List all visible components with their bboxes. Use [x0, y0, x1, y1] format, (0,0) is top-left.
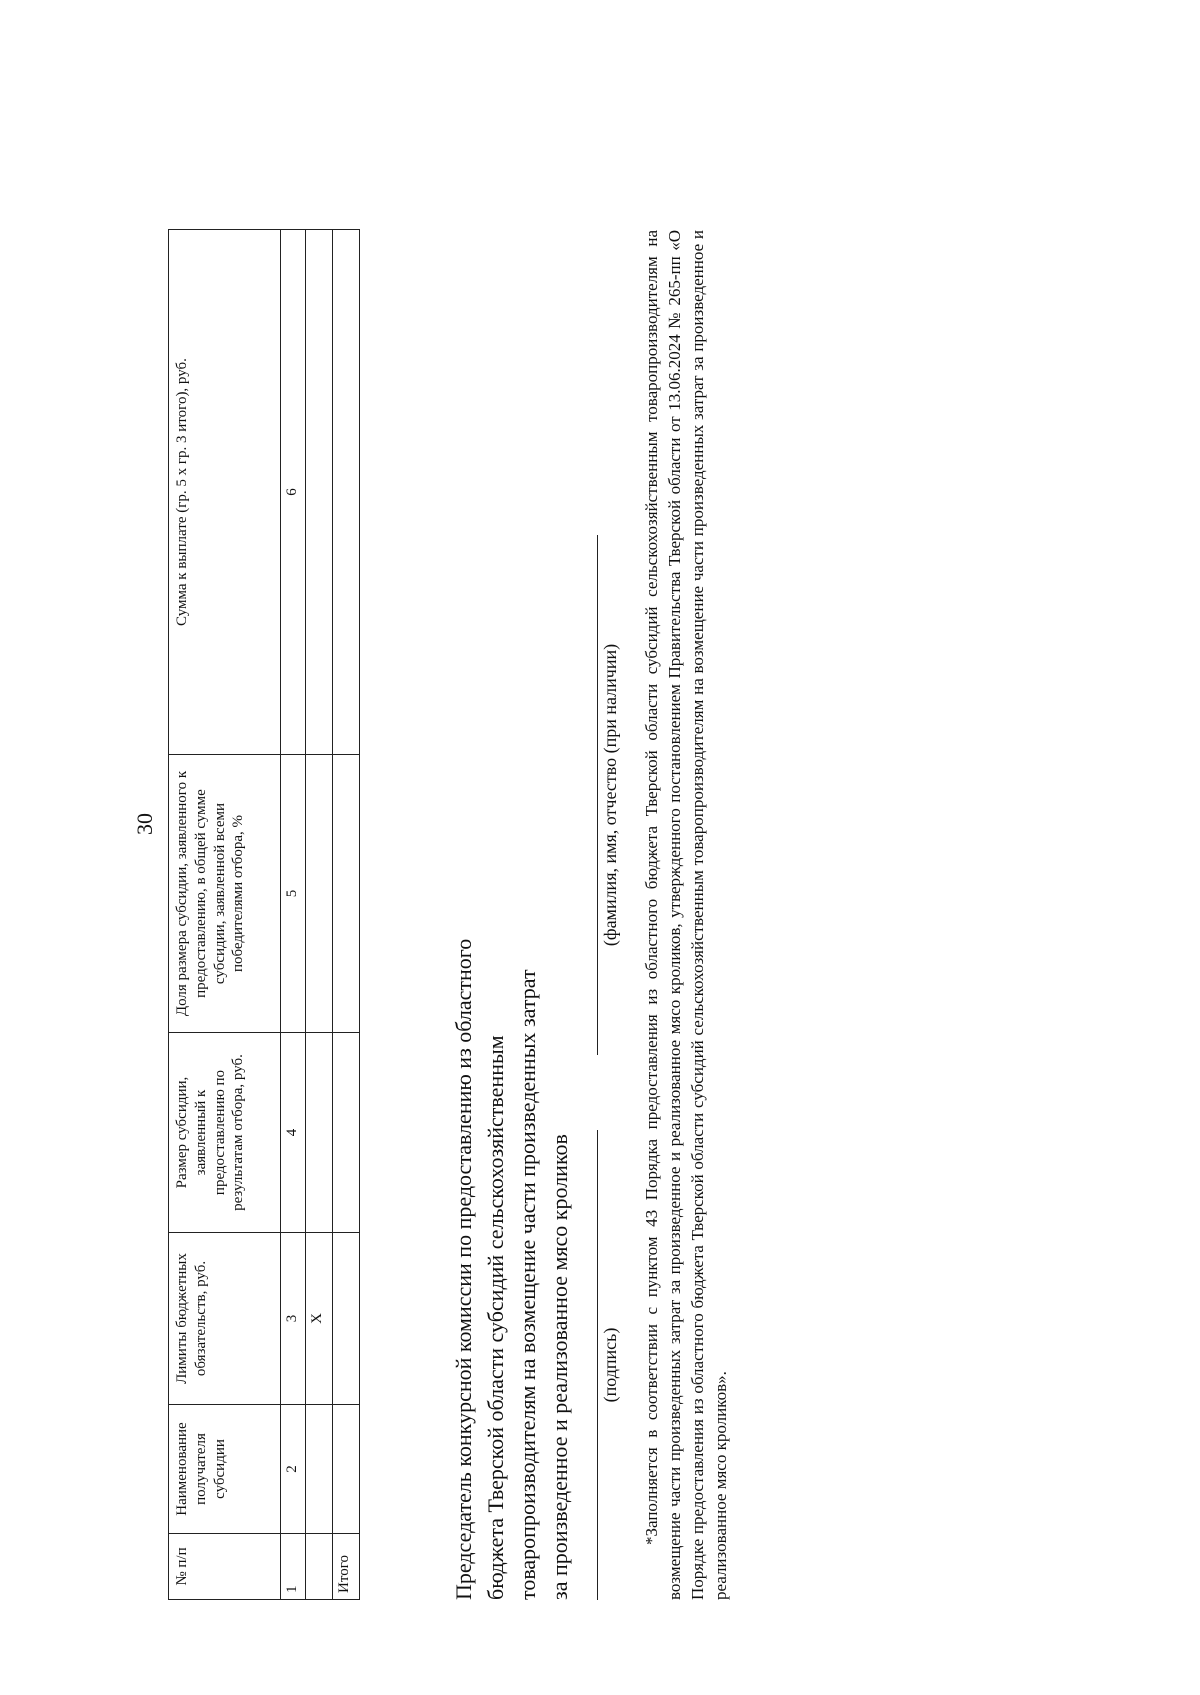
column-number-cell: 2	[281, 1405, 306, 1534]
table-header-row	[169, 230, 281, 1600]
chairman-title	[448, 900, 576, 1600]
column-number-cell: 1	[281, 1534, 306, 1600]
signature-line	[597, 1130, 598, 1600]
table-cell	[306, 1033, 333, 1233]
total-row	[333, 230, 360, 1600]
column-number-cell: 3	[281, 1233, 306, 1405]
table-cell	[306, 230, 333, 755]
subsidy-table	[168, 229, 360, 1600]
table-cell	[333, 230, 360, 755]
header-cell: Лимиты бюджетных обязательств, руб.	[169, 1233, 281, 1405]
header-cell: Размер субсидии, заявленный к предоставлению по результатам отбора, руб.	[169, 1033, 281, 1233]
column-number-cell: 5	[281, 755, 306, 1033]
table-cell	[306, 1534, 333, 1600]
header-cell: № п/п	[169, 1534, 281, 1600]
total-label-cell: Итого	[333, 1534, 360, 1600]
table-cell	[333, 1233, 360, 1405]
column-number-row	[281, 230, 306, 1600]
chairman-line: бюджета Тверской области субсидий сельскохозяйственным	[483, 1035, 508, 1600]
table-cell	[333, 1033, 360, 1233]
column-number-cell: 4	[281, 1033, 306, 1233]
table-cell	[333, 755, 360, 1033]
header-cell: Доля размера субсидии, заявленного к предоставлению, в общей сумме субсидии, заявленной всеми победителями отбора, %	[169, 755, 281, 1033]
table-cell	[333, 1405, 360, 1534]
signature-caption: (подпись)	[600, 1327, 620, 1403]
table-cell	[306, 755, 333, 1033]
x-mark-cell: X	[306, 1233, 333, 1405]
chairman-line: товаропроизводителям на возмещение части произведенных затрат	[515, 969, 540, 1600]
header-cell: Наименование получателя субсидии	[169, 1405, 281, 1534]
table-cell	[306, 1405, 333, 1534]
header-cell: Сумма к выплате (гр. 5 x гр. 3 итого), руб.	[169, 230, 281, 755]
name-line	[597, 535, 598, 1055]
page-number: 30	[132, 813, 157, 835]
name-caption: (фамилия, имя, отчество (при наличии)	[600, 643, 620, 947]
chairman-line: за произведенное и реализованное мясо кроликов	[547, 1134, 572, 1600]
column-number-cell: 6	[281, 230, 306, 755]
chairman-line: Председатель конкурсной комиссии по предоставлению из областного	[451, 938, 476, 1600]
table-row	[306, 230, 333, 1600]
footnote: *Заполняется в соответствии с пунктом 43 Порядка предоставления из областного бюджета Тверской области субсидий сельскохозяйственным товаропроизводителям на возмещение части произведенных затрат за произведенное и реализованное мясо кроликов, утвержденного постановлением Правительства Тверской области от 13.06.2024 № 265-пп «О Порядке предоставления из областного бюджета Тверской области субсидий сельскохозяйственным товаропроизводителям на возмещение части произведенных затрат за произведенное и реализованное мясо кроликов».	[642, 230, 730, 1600]
